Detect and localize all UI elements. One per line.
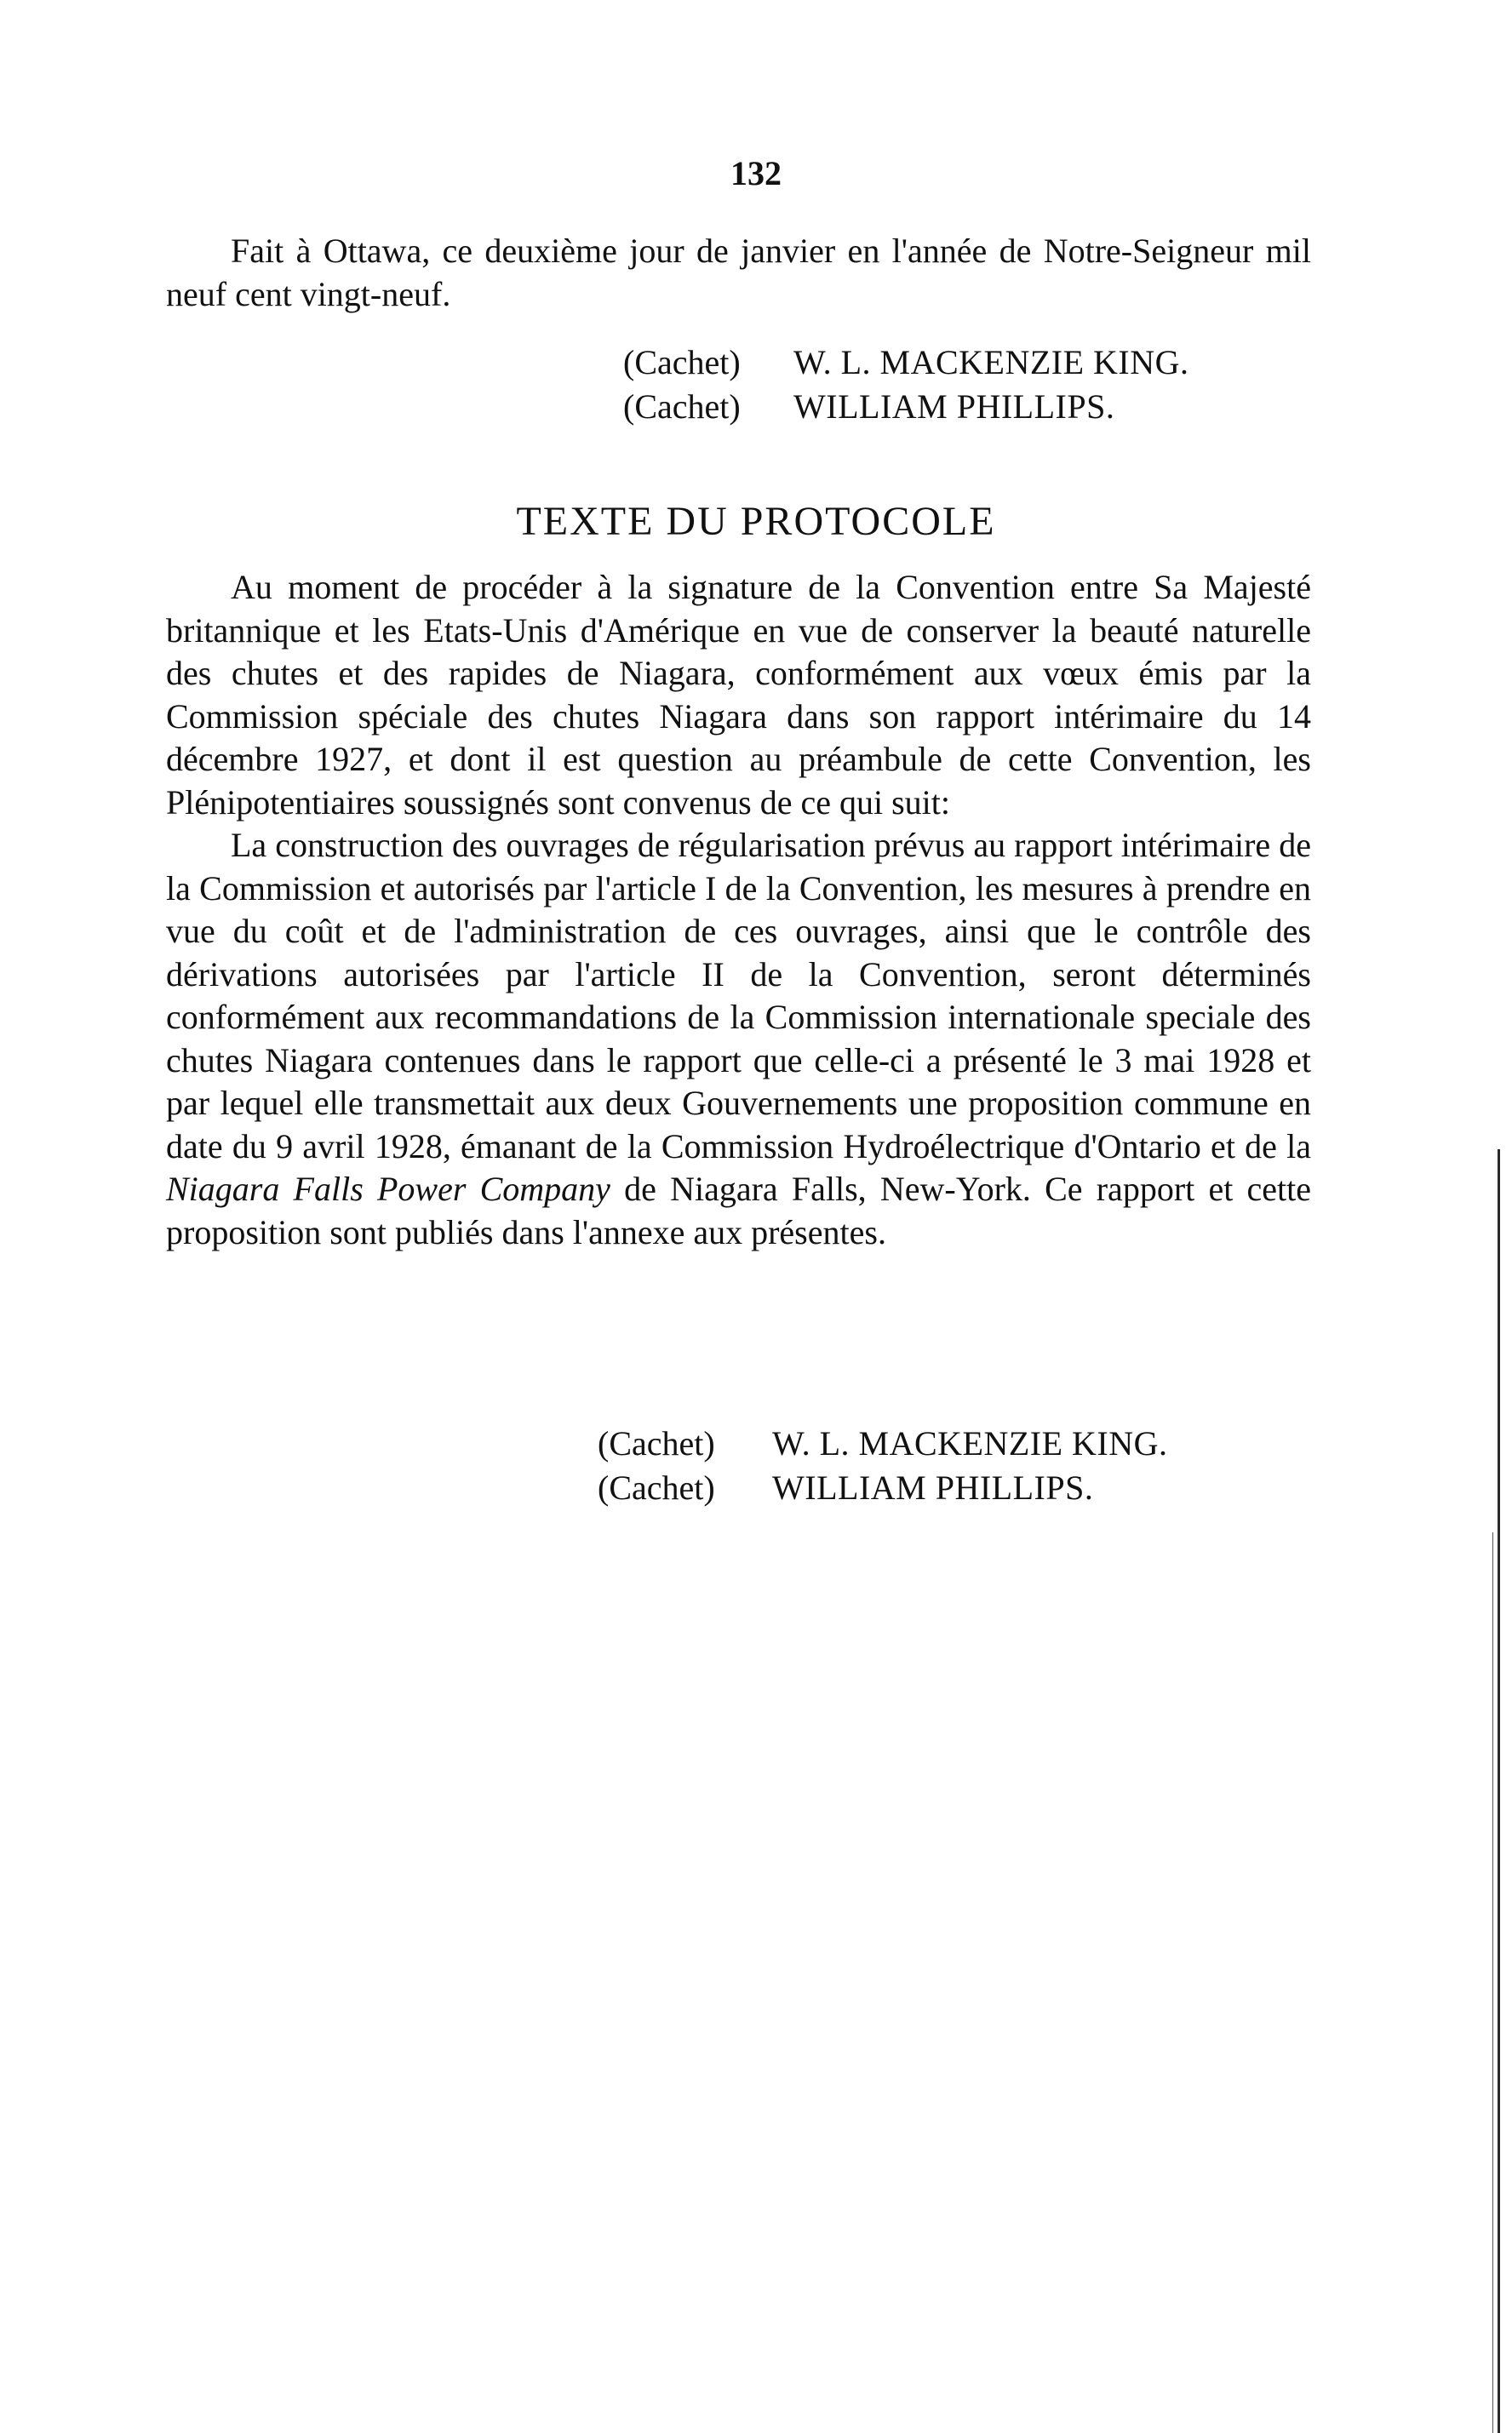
paragraph-2-text-a: La construction des ouvrages de régularisation prévus au rapport intérimaire de la Commission et autorisés par l'article I de la Convention, les mesures à prendre en vue du coût et de l'administration de ces ouvrages, ainsi que le contrôle des dérivations autorisées par l'article II de la Convention, seront déterminés conformément aux recommandations de la Commission internationale speciale des chutes Niagara contenues dans le rapport que celle-ci a présenté le 3 mai 1928 et par lequel elle transmettait aux deux Gouvernements une proposition commune en date du 9 avril 1928, émanant de la Commission Hydroélectrique d'Ontario et de la <box>166 826 1311 1165</box>
scan-edge-line <box>1498 1149 1500 2433</box>
signature-row <box>598 1466 1168 1510</box>
signatory-name: W. L. MACKENZIE KING. <box>793 343 1189 381</box>
seal-label: (Cachet) <box>623 387 741 426</box>
signature-row <box>623 385 1189 429</box>
protocol-paragraph-1: Au moment de procéder à la signature de la Convention entre Sa Majesté britannique et les Etats-Unis d'Amérique en vue de conserver la beauté naturelle des chutes et des rapides de Niagara, conformément aux vœux émis par la Commission spéciale des chutes Niagara dans son rapport intérimaire du 14 décembre 1927, et dont il est question au préambule de cette Convention, les Plénipotentiaires soussignés sont convenus de ce qui suit: <box>166 568 1311 821</box>
page-number: 132 <box>730 154 782 192</box>
seal-label: (Cachet) <box>598 1468 715 1507</box>
signature-block-top <box>623 341 1189 429</box>
intro-paragraph-block <box>166 230 1311 316</box>
seal-label: (Cachet) <box>598 1424 715 1463</box>
signature-row <box>598 1422 1168 1466</box>
scan-edge-line-secondary <box>1492 1532 1493 2433</box>
paragraph-2-text-b: de Niagara Falls, New-York. Ce rapport et cette proposition sont publiés dans l'annexe aux présentes. <box>166 1170 1311 1251</box>
company-name-italic: Niagara Falls Power Company <box>166 1170 610 1208</box>
protocol-body <box>166 566 1311 1254</box>
signature-row <box>623 341 1189 385</box>
signatory-name: W. L. MACKENZIE KING. <box>772 1424 1168 1463</box>
signatory-name: WILLIAM PHILLIPS. <box>772 1468 1094 1507</box>
signature-block-bottom <box>598 1422 1168 1510</box>
intro-paragraph: Fait à Ottawa, ce deuxième jour de janvier en l'année de Notre-Seigneur mil neuf cent vingt-neuf. <box>166 232 1311 313</box>
signatory-name: WILLIAM PHILLIPS. <box>793 387 1115 426</box>
protocol-paragraph-2 <box>166 824 1311 1254</box>
seal-label: (Cachet) <box>623 343 741 381</box>
section-title: TEXTE DU PROTOCOLE <box>516 499 996 544</box>
